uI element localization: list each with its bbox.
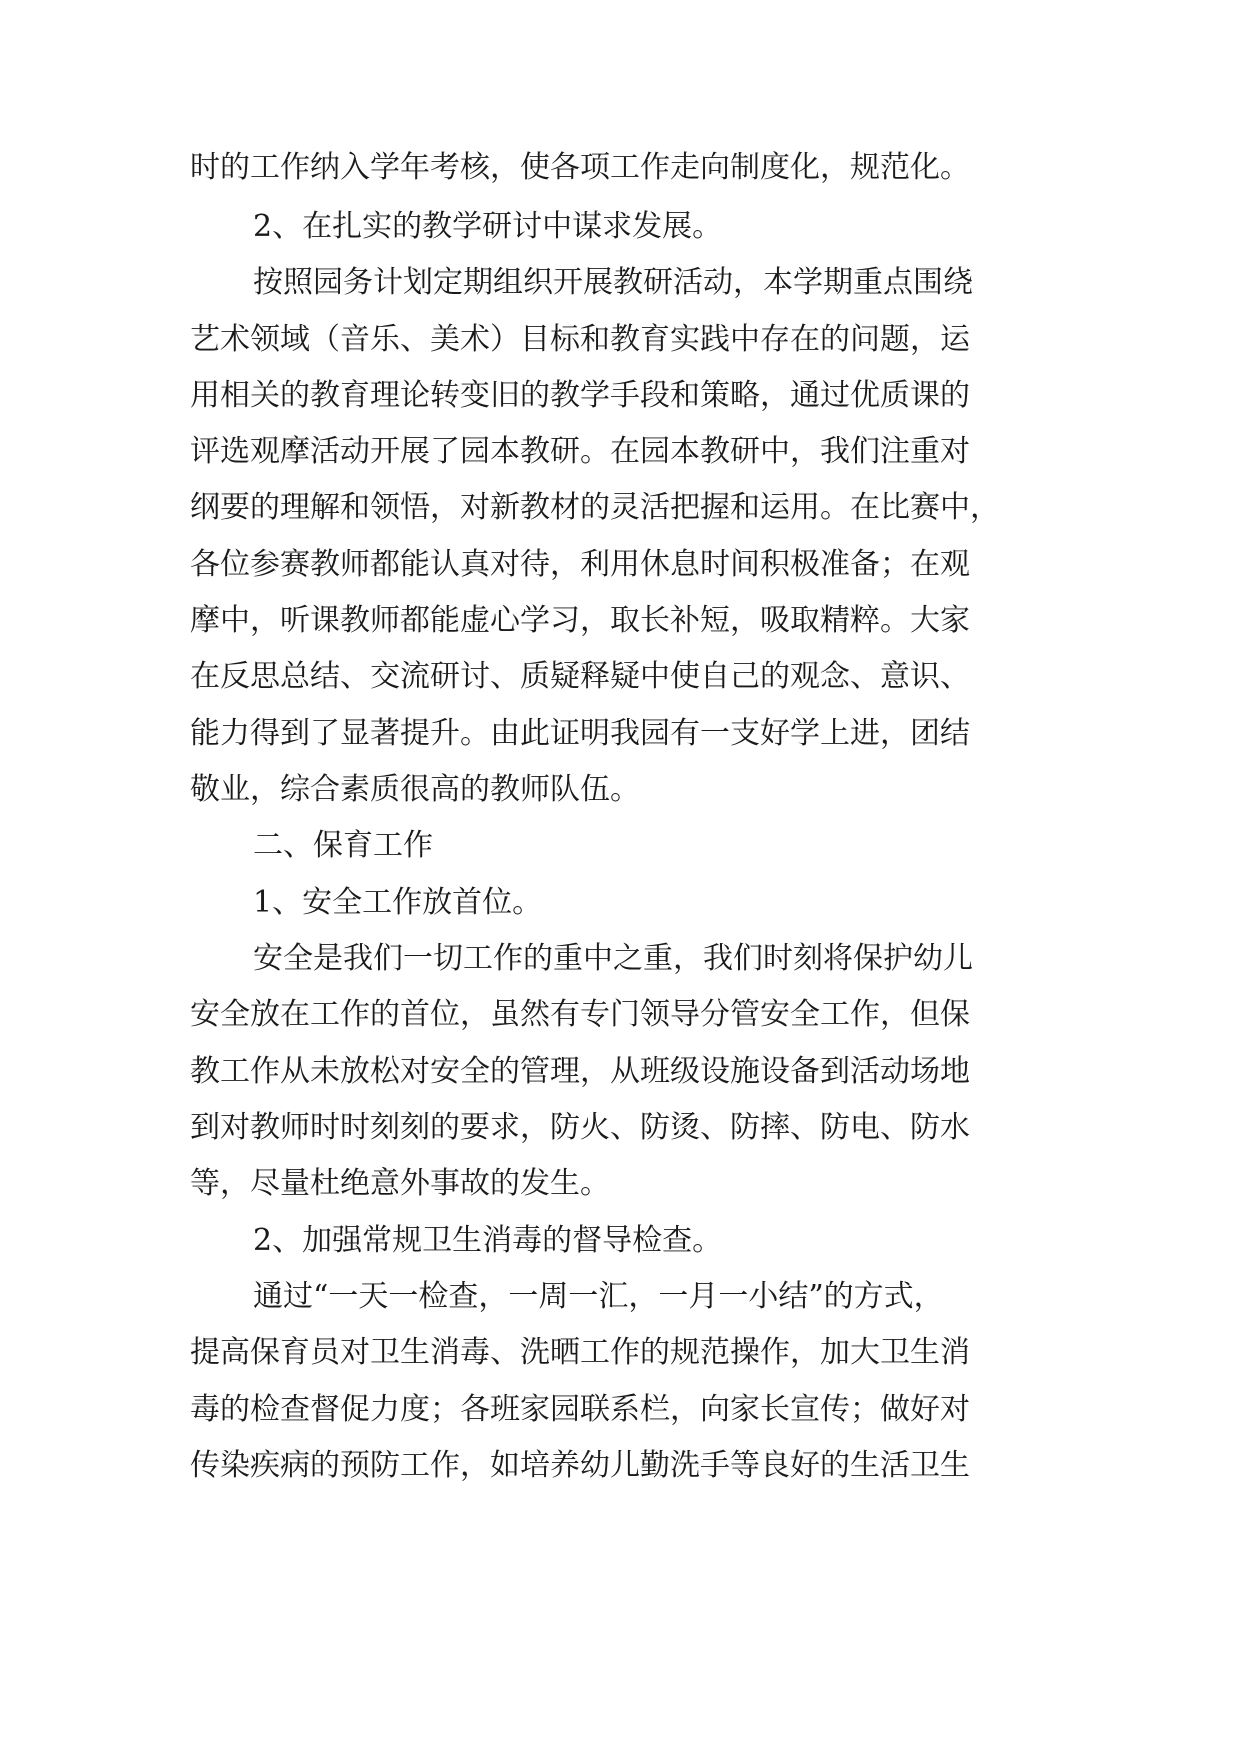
- paragraph-line: 在反思总结、交流研讨、质疑释疑中使自己的观念、意识、: [190, 659, 970, 694]
- section-heading: 二、保育工作: [253, 828, 433, 863]
- paragraph-line: 等，尽量杜绝意外事故的发生。: [190, 1166, 610, 1201]
- paragraph-line: 用相关的教育理论转变旧的教学手段和策略，通过优质课的: [190, 378, 970, 413]
- paragraph-line: 各位参赛教师都能认真对待，利用休息时间积极准备；在观: [190, 547, 970, 582]
- paragraph-line: 能力得到了显著提升。由此证明我园有一支好学上进，团结: [190, 716, 970, 751]
- paragraph-line: 通过“一天一检查，一周一汇，一月一小结”的方式，: [253, 1279, 944, 1314]
- paragraph-line: 纲要的理解和领悟，对新教材的灵活把握和运用。在比赛中，: [190, 490, 1000, 525]
- paragraph-line: 安全是我们一切工作的重中之重，我们时刻将保护幼儿: [253, 941, 973, 976]
- paragraph-line: 评选观摩活动开展了园本教研。在园本教研中，我们注重对: [190, 434, 970, 469]
- paragraph-line: 到对教师时时刻刻的要求，防火、防烫、防摔、防电、防水: [190, 1110, 970, 1145]
- paragraph-line: 按照园务计划定期组织开展教研活动，本学期重点围绕: [253, 265, 973, 300]
- paragraph-line: 敬业，综合素质很高的教师队伍。: [190, 772, 640, 807]
- paragraph-line: 教工作从未放松对安全的管理，从班级设施设备到活动场地: [190, 1054, 970, 1089]
- paragraph-line: 传染疾病的预防工作，如培养幼儿勤洗手等良好的生活卫生: [190, 1448, 970, 1483]
- paragraph-line: 艺术领域（音乐、美术）目标和教育实践中存在的问题，运: [190, 322, 970, 357]
- paragraph-line: 毒的检查督促力度；各班家园联系栏，向家长宣传；做好对: [190, 1392, 970, 1427]
- paragraph-line: 时的工作纳入学年考核，使各项工作走向制度化，规范化。: [190, 150, 970, 185]
- paragraph-line: 摩中，听课教师都能虚心学习，取长补短，吸取精粹。大家: [190, 603, 970, 638]
- subsection-heading: 1、安全工作放首位。: [253, 885, 543, 920]
- paragraph-line: 提高保育员对卫生消毒、洗晒工作的规范操作，加大卫生消: [190, 1335, 970, 1370]
- section-heading: 2、在扎实的教学研讨中谋求发展。: [253, 209, 723, 244]
- paragraph-line: 安全放在工作的首位，虽然有专门领导分管安全工作，但保: [190, 997, 970, 1032]
- subsection-heading: 2、加强常规卫生消毒的督导检查。: [253, 1223, 723, 1258]
